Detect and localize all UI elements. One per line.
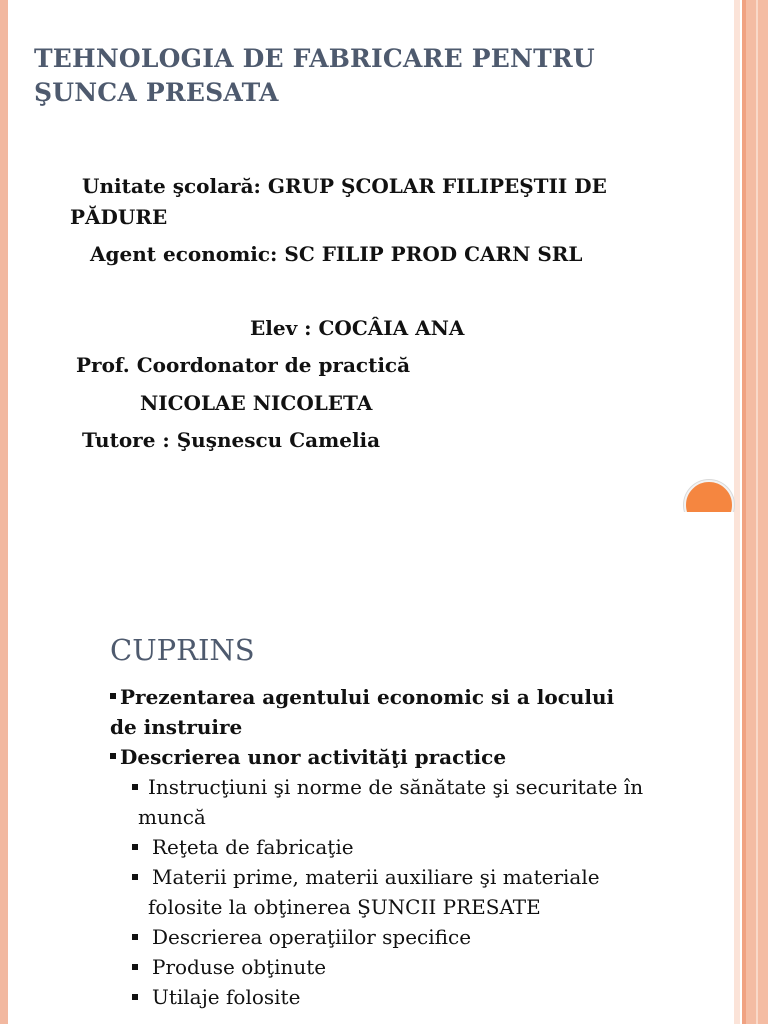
sub-list-item: Instrucţiuni şi norme de sănătate şi securitate în muncă <box>110 772 730 832</box>
left-border <box>0 512 8 1024</box>
coordinator-name: NICOLAE NICOLETA <box>140 391 373 415</box>
square-bullet-icon <box>132 994 138 1000</box>
economic-agent: Agent economic: SC FILIP PROD CARN SRL <box>90 242 583 266</box>
contents-slide <box>0 512 768 1024</box>
square-bullet-icon <box>110 693 116 699</box>
square-bullet-icon <box>132 844 138 850</box>
sub-list-item: Materii prime, materii auxiliare şi materiale folosite la obţinerea ŞUNCII PRESATE <box>110 862 730 922</box>
square-bullet-icon <box>110 753 116 759</box>
school-unit-line-2: PĂDURE <box>70 205 168 229</box>
contents-list <box>110 682 730 1012</box>
sub-list-item: Utilaje folosite <box>110 982 730 1012</box>
orange-circle-ornament <box>684 480 734 512</box>
student-name: Elev : COCÂIA ANA <box>250 316 465 340</box>
contents-heading: CUPRINS <box>110 633 255 667</box>
tutor-name: Tutore : Şuşnescu Camelia <box>82 428 381 452</box>
square-bullet-icon <box>132 934 138 940</box>
square-bullet-icon <box>132 964 138 970</box>
left-border <box>0 0 8 512</box>
slide-title <box>34 42 714 110</box>
square-bullet-icon <box>132 874 138 880</box>
right-border-stripes <box>734 512 768 1024</box>
title-line-1: TEHNOLOGIA DE FABRICARE PENTRU <box>34 44 595 73</box>
title-line-2: ŞUNCA PRESATA <box>34 78 279 107</box>
list-item: Descrierea unor activităţi practice <box>110 742 730 772</box>
list-item: Prezentarea agentului economic si a locului de instruire <box>110 685 615 739</box>
sub-list-item: Descrierea operaţiilor specifice <box>110 922 730 952</box>
sub-list-item: Produse obţinute <box>110 952 730 982</box>
right-border-stripes <box>734 0 768 512</box>
coordinator-label: Prof. Coordonator de practică <box>76 353 411 377</box>
sub-list-item: Reţeta de fabricaţie <box>110 832 730 862</box>
school-unit-line-1: Unitate şcolară: GRUP ŞCOLAR FILIPEŞTII DE <box>82 174 607 198</box>
square-bullet-icon <box>132 784 138 790</box>
